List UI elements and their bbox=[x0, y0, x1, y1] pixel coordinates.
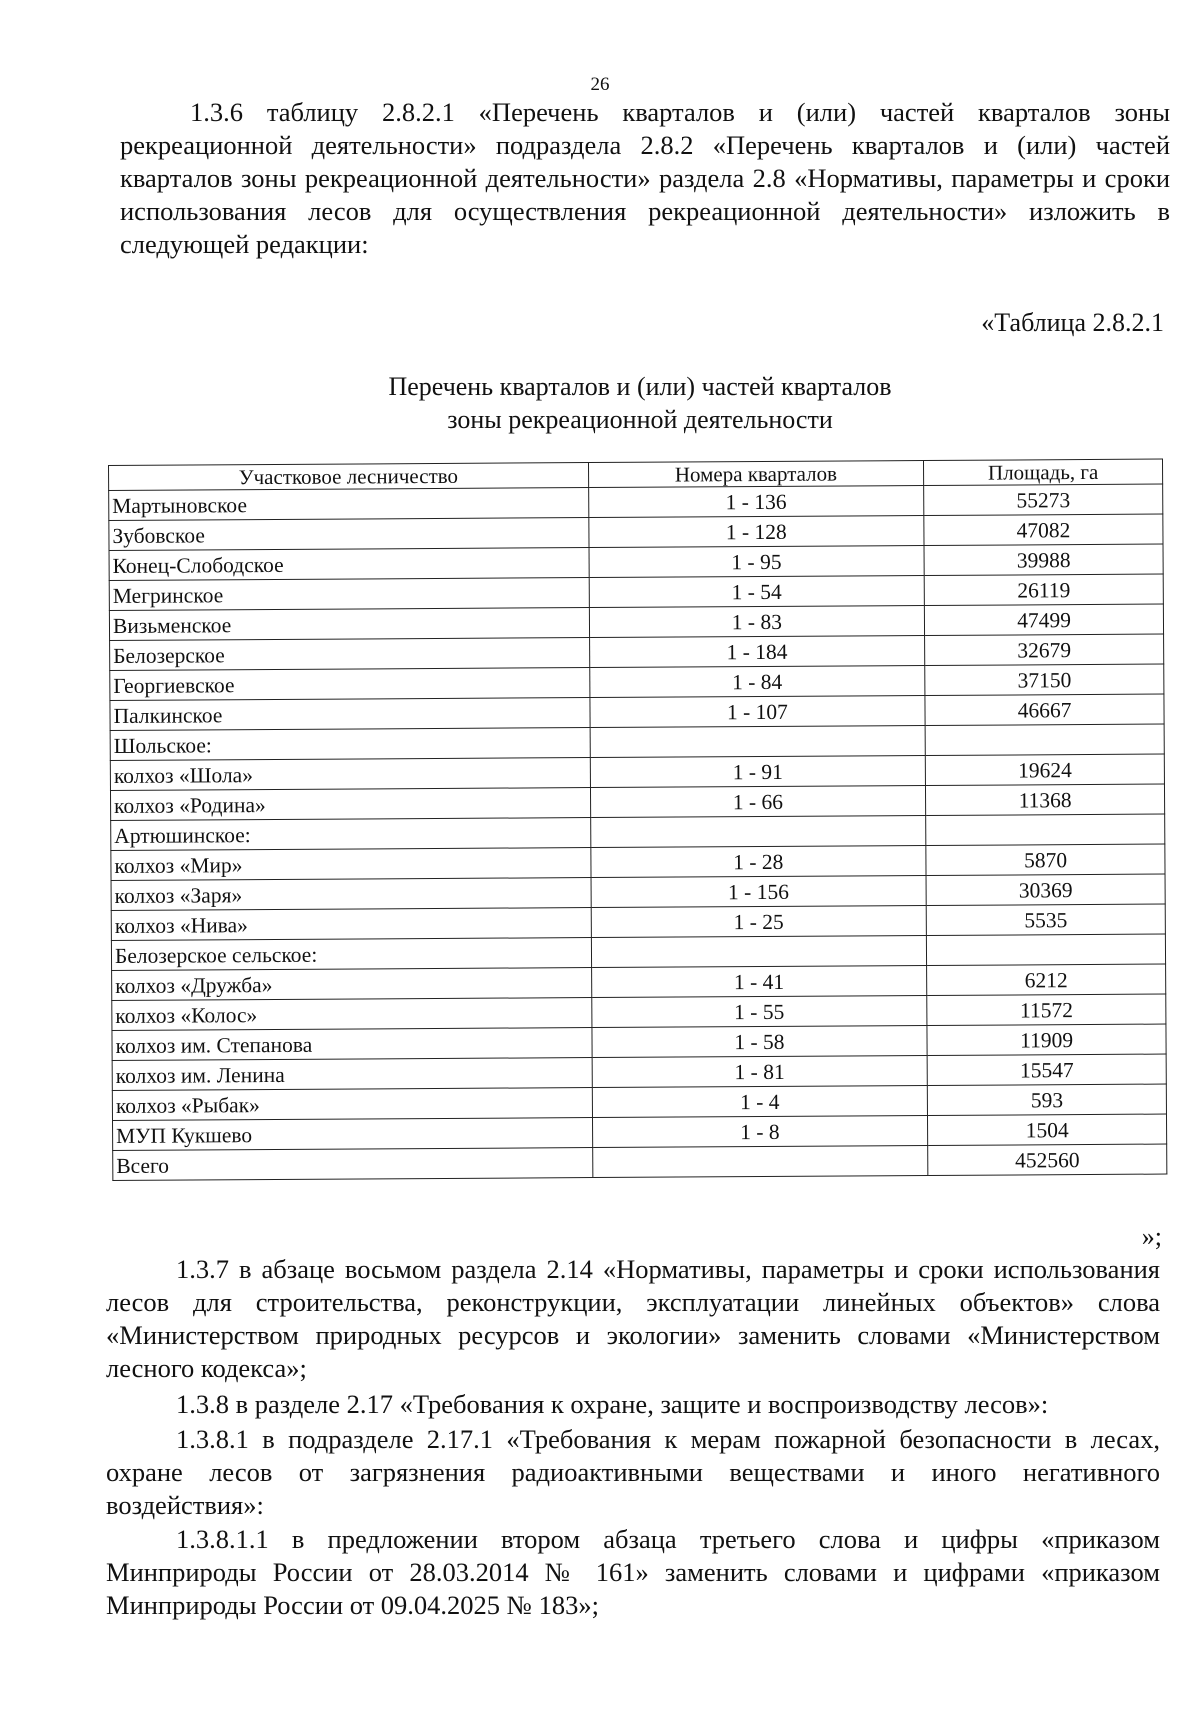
cell-area: 46667 bbox=[925, 694, 1164, 725]
cell-quarter-range: 1 - 136 bbox=[588, 486, 924, 518]
paragraph-1-3-7 bbox=[106, 1253, 1160, 1385]
cell-quarter-range: 1 - 55 bbox=[591, 996, 927, 1028]
table-title-line-2: зоны рекреационной деятельности bbox=[447, 405, 833, 434]
cell-quarter-range: 1 - 95 bbox=[589, 546, 925, 578]
paragraph-1-3-8 bbox=[106, 1388, 1160, 1421]
cell-area bbox=[927, 934, 1166, 965]
cell-quarter-range: 1 - 66 bbox=[590, 786, 926, 818]
cell-quarter-range: 1 - 184 bbox=[589, 636, 925, 668]
cell-quarter-range: 1 - 54 bbox=[589, 576, 925, 608]
cell-quarter-range: 1 - 8 bbox=[592, 1116, 928, 1148]
cell-forestry-name: Мегринское bbox=[109, 578, 589, 611]
cell-area: 55273 bbox=[924, 484, 1163, 515]
table-row bbox=[113, 1144, 1167, 1180]
cell-quarter-range bbox=[592, 1146, 928, 1178]
cell-quarter-range: 1 - 41 bbox=[591, 966, 927, 998]
cell-area: 32679 bbox=[925, 634, 1164, 665]
cell-forestry-name: колхоз «Родина» bbox=[110, 788, 590, 821]
cell-quarter-range: 1 - 4 bbox=[592, 1086, 928, 1118]
cell-quarter-range: 1 - 156 bbox=[591, 876, 927, 908]
cell-area: 593 bbox=[927, 1084, 1166, 1115]
cell-forestry-name: Визьменское bbox=[109, 608, 589, 641]
header-forestry: Участковое лесничество bbox=[109, 463, 589, 491]
cell-quarter-range bbox=[590, 816, 926, 848]
cell-area: 6212 bbox=[927, 964, 1166, 995]
cell-area bbox=[925, 724, 1164, 755]
cell-area: 15547 bbox=[927, 1054, 1166, 1085]
cell-area: 19624 bbox=[925, 754, 1164, 785]
page-number: 26 bbox=[590, 74, 610, 95]
cell-forestry-name: Зубовское bbox=[109, 518, 589, 551]
cell-quarter-range: 1 - 25 bbox=[591, 906, 927, 938]
cell-forestry-name: Конец-Слободское bbox=[109, 548, 589, 581]
cell-quarter-range: 1 - 81 bbox=[592, 1056, 928, 1088]
paragraph-1-3-8-1-1 bbox=[106, 1523, 1160, 1622]
paragraph-1-3-8-1 bbox=[106, 1423, 1160, 1522]
cell-forestry-name: МУП Кукшево bbox=[113, 1118, 593, 1151]
cell-area: 452560 bbox=[928, 1144, 1167, 1175]
paragraph-text: 1.3.8 в разделе 2.17 «Требования к охране, защите и воспроизводству лесов»: bbox=[176, 1389, 1049, 1419]
cell-area: 11368 bbox=[926, 784, 1165, 815]
table-title bbox=[0, 370, 1200, 436]
closing-quote: »; bbox=[1141, 1222, 1162, 1251]
cell-area: 26119 bbox=[924, 574, 1163, 605]
cell-forestry-name: Артюшинское: bbox=[111, 818, 591, 851]
cell-forestry-name: колхоз «Мир» bbox=[111, 848, 591, 881]
cell-forestry-name: Белозерское bbox=[110, 638, 590, 671]
cell-quarter-range: 1 - 28 bbox=[590, 846, 926, 878]
cell-area: 37150 bbox=[925, 664, 1164, 695]
cell-quarter-range: 1 - 58 bbox=[591, 1026, 927, 1058]
cell-forestry-name: Белозерское сельское: bbox=[111, 938, 591, 971]
cell-forestry-name: колхоз «Нива» bbox=[111, 908, 591, 941]
cell-area: 5870 bbox=[926, 844, 1165, 875]
paragraph-1-3-6 bbox=[120, 96, 1170, 261]
cell-forestry-name: колхоз «Дружба» bbox=[112, 968, 592, 1001]
table-title-line-1: Перечень кварталов и (или) частей кварталов bbox=[388, 372, 892, 401]
cell-area: 47082 bbox=[924, 514, 1163, 545]
table-label: «Таблица 2.8.2.1 bbox=[981, 308, 1164, 337]
cell-forestry-name: Палкинское bbox=[110, 698, 590, 731]
cell-forestry-name: Мартыновское bbox=[109, 488, 589, 521]
cell-quarter-range: 1 - 91 bbox=[590, 756, 926, 788]
cell-forestry-name: Всего bbox=[113, 1148, 593, 1181]
cell-area: 11572 bbox=[927, 994, 1166, 1025]
header-area: Площадь, га bbox=[924, 459, 1163, 485]
cell-area: 1504 bbox=[928, 1114, 1167, 1145]
paragraph-text: 1.3.7 в абзаце восьмом раздела 2.14 «Нормативы, параметры и сроки использования лесов для строительства, реконструкции, эксплуатации линейных объектов» слова «Министерством природных ресурсов и экологии» заменить словами «Министерством лесного кодекса»; bbox=[106, 1254, 1160, 1383]
cell-quarter-range: 1 - 128 bbox=[588, 516, 924, 548]
forestry-quarters-table bbox=[108, 459, 1167, 1181]
cell-forestry-name: колхоз «Рыбак» bbox=[112, 1088, 592, 1121]
cell-quarter-range bbox=[591, 936, 927, 968]
cell-forestry-name: колхоз «Колос» bbox=[112, 998, 592, 1031]
cell-area: 39988 bbox=[924, 544, 1163, 575]
cell-forestry-name: колхоз «Шола» bbox=[110, 758, 590, 791]
cell-forestry-name: колхоз им. Степанова bbox=[112, 1028, 592, 1061]
cell-quarter-range bbox=[590, 726, 926, 758]
cell-forestry-name: колхоз им. Ленина bbox=[112, 1058, 592, 1091]
paragraph-text: 1.3.8.1 в подразделе 2.17.1 «Требования к мерам пожарной безопасности в лесах, охране лесов от загрязнения радиоактивными веществами и иного негативного воздействия»: bbox=[106, 1424, 1160, 1520]
header-quarter-numbers: Номера кварталов bbox=[588, 461, 924, 488]
cell-quarter-range: 1 - 83 bbox=[589, 606, 925, 638]
cell-area bbox=[926, 814, 1165, 845]
cell-area: 5535 bbox=[926, 904, 1165, 935]
cell-forestry-name: колхоз «Заря» bbox=[111, 878, 591, 911]
cell-area: 30369 bbox=[926, 874, 1165, 905]
table-body bbox=[109, 484, 1167, 1180]
cell-area: 11909 bbox=[927, 1024, 1166, 1055]
paragraph-text: 1.3.6 таблицу 2.8.2.1 «Перечень кварталов и (или) частей кварталов зоны рекреационной деятельности» подраздела 2.8.2 «Перечень кварталов и (или) частей кварталов зоны рекреационной деятельности» раздела 2.8 «Нормативы, параметры и сроки использования лесов для осуществления рекреационной деятельности» изложить в следующей редакции: bbox=[120, 97, 1170, 259]
cell-forestry-name: Шольское: bbox=[110, 728, 590, 761]
cell-quarter-range: 1 - 107 bbox=[589, 696, 925, 728]
cell-quarter-range: 1 - 84 bbox=[589, 666, 925, 698]
cell-area: 47499 bbox=[925, 604, 1164, 635]
paragraph-text: 1.3.8.1.1 в предложении втором абзаца третьего слова и цифры «приказом Минприроды России от 28.03.2014 № 161» заменить словами и цифрами «приказом Минприроды России от 09.04.2025 № 183»; bbox=[106, 1524, 1160, 1620]
cell-forestry-name: Георгиевское bbox=[110, 668, 590, 701]
